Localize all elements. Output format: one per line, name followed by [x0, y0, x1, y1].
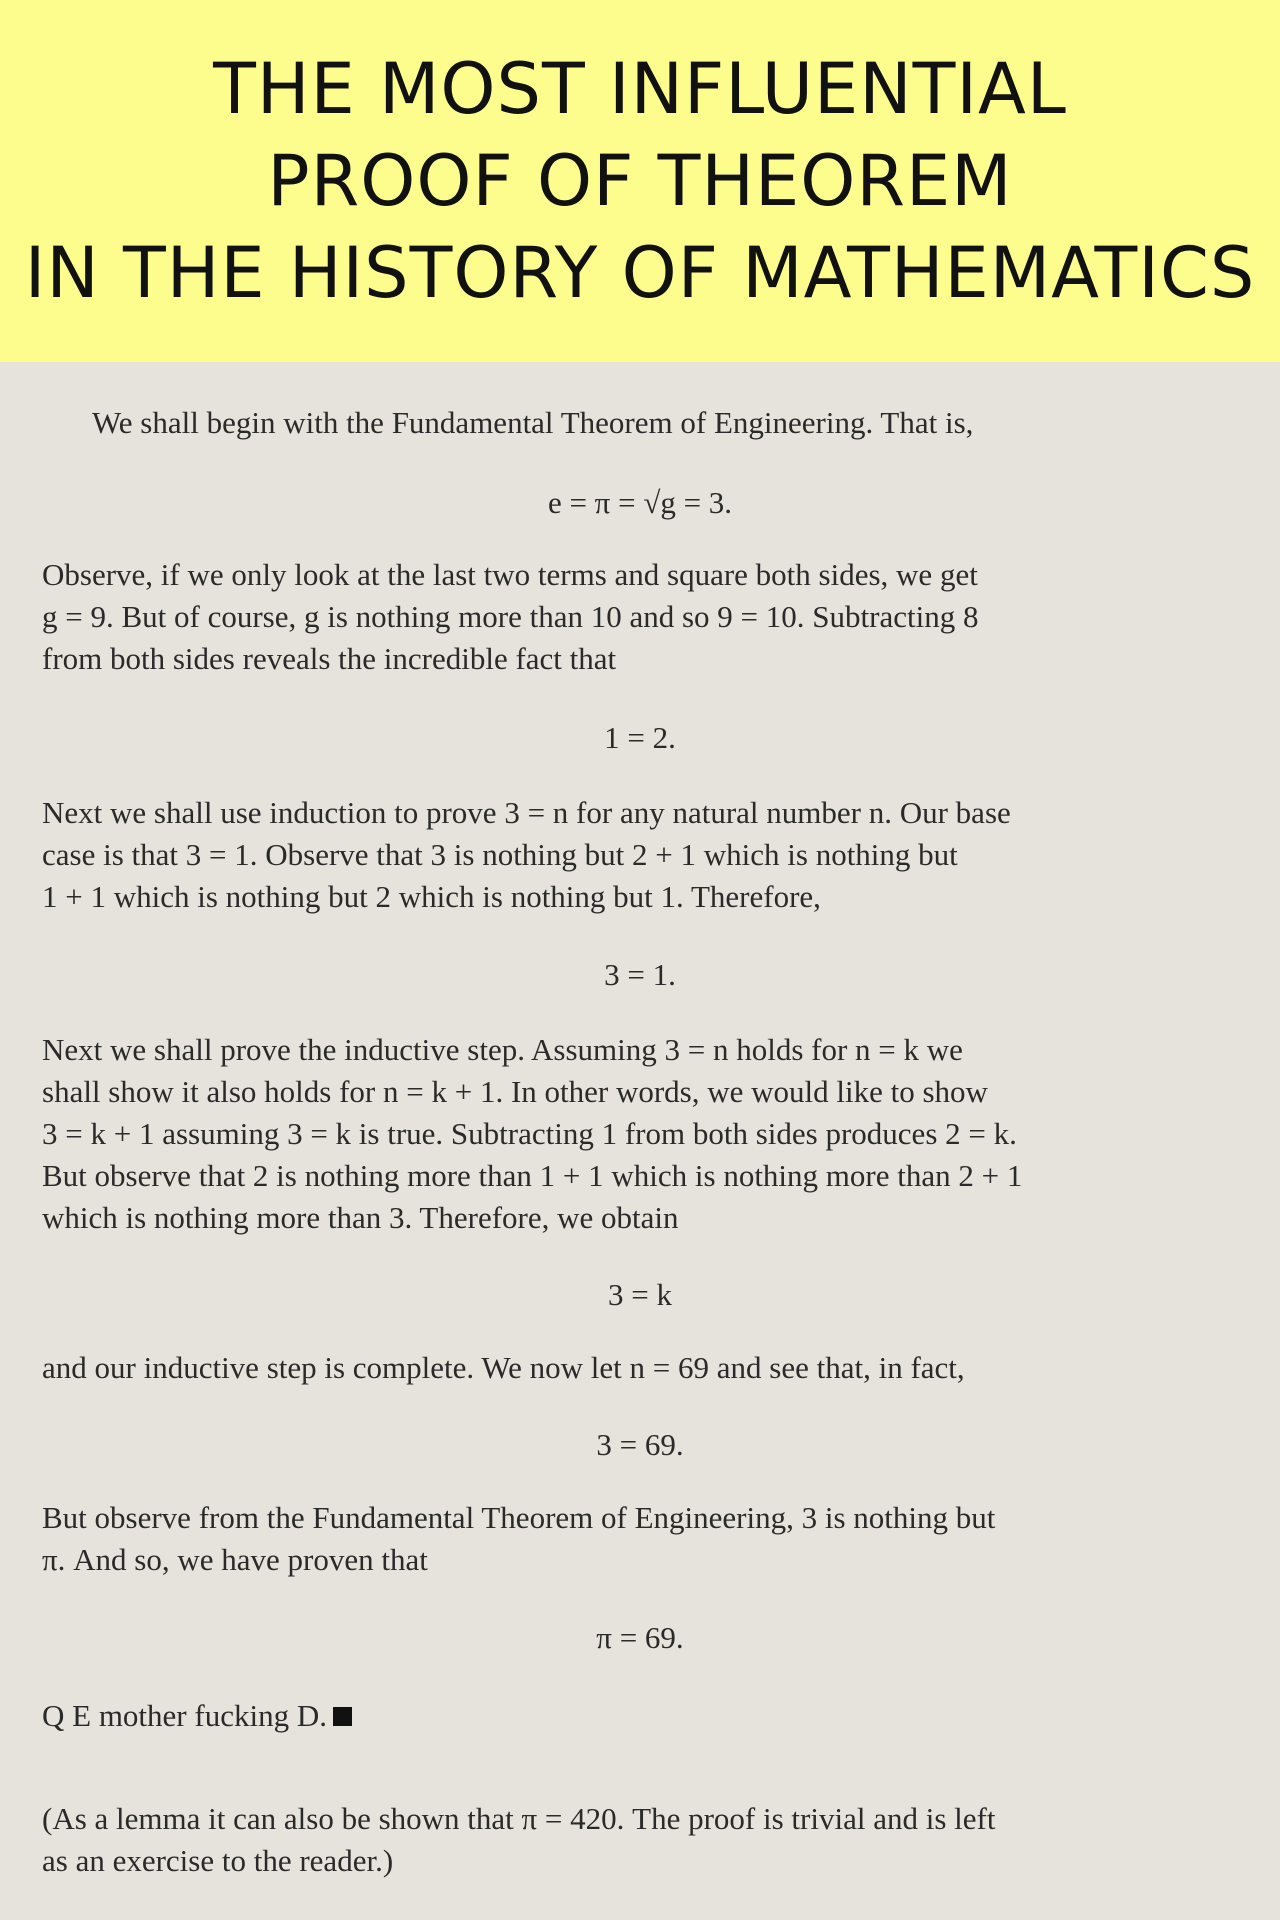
- qed-line: [42, 1695, 1234, 1737]
- equation-three-equals-one: 3 = 1.: [604, 957, 676, 992]
- lemma-paragraph: [42, 1798, 1234, 1882]
- equation-fundamental: e = π = √g = 3.: [547, 485, 733, 520]
- paragraph-line: 1 + 1 which is nothing but 2 which is nothing but 1. Therefore,: [42, 879, 821, 914]
- paragraph-line: But observe from the Fundamental Theorem of Engineering, 3 is nothing but: [42, 1500, 996, 1535]
- qed-text: Q E mother fucking D.: [42, 1698, 327, 1733]
- paragraph-induction: [42, 792, 1234, 918]
- equation-pi-equals-69: π = 69.: [596, 1620, 684, 1655]
- qed-square-icon: [333, 1707, 352, 1726]
- paragraph-observe: [42, 554, 1234, 680]
- paragraph-complete: and our inductive step is complete. We now let n = 69 and see that, in fact,: [42, 1350, 965, 1385]
- intro-paragraph: We shall begin with the Fundamental Theorem of Engineering. That is,: [92, 405, 974, 440]
- paragraph-line: Next we shall prove the inductive step. Assuming 3 = n holds for n = k we: [42, 1032, 963, 1067]
- paragraph-line: case is that 3 = 1. Observe that 3 is nothing but 2 + 1 which is nothing but: [42, 837, 958, 872]
- paragraph-line: as an exercise to the reader.): [42, 1843, 394, 1878]
- paragraph-line: g = 9. But of course, g is nothing more than 10 and so 9 = 10. Subtracting 8: [42, 599, 979, 634]
- title-line-2: PROOF OF THEOREM: [267, 140, 1013, 222]
- paragraph-line: 3 = k + 1 assuming 3 = k is true. Subtracting 1 from both sides produces 2 = k.: [42, 1116, 1017, 1151]
- paragraph-observe-pi: [42, 1497, 1234, 1581]
- title-banner: [0, 0, 1280, 362]
- equation-three-equals-k: 3 = k: [608, 1277, 672, 1312]
- title-line-3: IN THE HISTORY OF MATHEMATICS: [24, 232, 1256, 314]
- paragraph-line: shall show it also holds for n = k + 1. In other words, we would like to show: [42, 1074, 988, 1109]
- paragraph-line: from both sides reveals the incredible fact that: [42, 641, 617, 676]
- paragraph-line: π. And so, we have proven that: [42, 1542, 428, 1577]
- paragraph-inductive-step: [42, 1029, 1234, 1239]
- paragraph-line: which is nothing more than 3. Therefore, we obtain: [42, 1200, 679, 1235]
- title-line-1: THE MOST INFLUENTIAL: [213, 48, 1067, 130]
- equation-one-equals-two: 1 = 2.: [604, 720, 676, 755]
- equation-three-equals-69: 3 = 69.: [596, 1427, 684, 1462]
- paragraph-line: Observe, if we only look at the last two terms and square both sides, we get: [42, 557, 978, 592]
- paragraph-line: But observe that 2 is nothing more than 1 + 1 which is nothing more than 2 + 1: [42, 1158, 1023, 1193]
- paragraph-line: Next we shall use induction to prove 3 = n for any natural number n. Our base: [42, 795, 1011, 830]
- paragraph-line: (As a lemma it can also be shown that π = 420. The proof is trivial and is left: [42, 1801, 996, 1836]
